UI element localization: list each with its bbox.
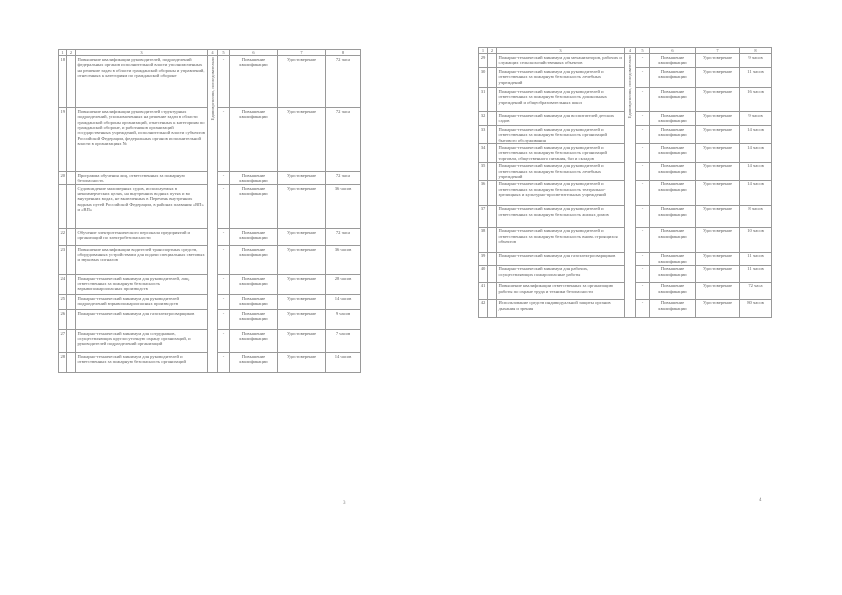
- row-col2: [488, 282, 497, 299]
- row-col2: [67, 172, 76, 185]
- header-cell: 8: [740, 48, 772, 54]
- hours: 28 часов: [326, 275, 361, 295]
- program-name: Пожарно-технический минимум для руководителей и ответственных за пожарную безопасность лечебных учреждений: [497, 162, 625, 180]
- hours: 14 часов: [740, 144, 772, 162]
- program-name: Пожарно-технический минимум для руководителей и ответственных за пожарную безопасность организаций торговли, общественного питания, баз и складов: [497, 144, 625, 162]
- row-number: 34: [479, 144, 488, 162]
- row-number: 30: [479, 68, 488, 88]
- row-number: 36: [479, 180, 488, 205]
- hours: 72 часа: [326, 56, 361, 108]
- row-col5: -: [636, 265, 650, 282]
- hours: 8 часов: [740, 205, 772, 227]
- row-number: [59, 185, 67, 229]
- hours: 11 часов: [740, 68, 772, 88]
- study-kind: Повышение квалификации: [650, 112, 696, 126]
- document-type: Удостоверение: [278, 172, 326, 185]
- program-name: Пожарно-технический минимум для газоэлектросварщиков: [497, 252, 625, 265]
- row-col5: -: [636, 112, 650, 126]
- study-kind: Повышение квалификации: [230, 353, 278, 373]
- form-of-study-cell: [208, 56, 218, 373]
- header-cell: 7: [696, 48, 740, 54]
- document-type: Удостоверение: [278, 330, 326, 353]
- study-kind: Повышение квалификации: [230, 108, 278, 172]
- program-name: Пожарно-технический минимум для сотрудников, осуществляющих круглосуточную охрану организаций, и руководителей подразделений организаций: [76, 330, 208, 353]
- left-table: [58, 49, 361, 373]
- document-type: Удостоверение: [696, 112, 740, 126]
- form-of-study-cell: [625, 54, 636, 318]
- row-col2: [67, 295, 76, 310]
- program-name: Пожарно-технический минимум для рабочих, осуществляющих пожароопасные работы: [497, 265, 625, 282]
- page-number: 3: [343, 501, 346, 506]
- page-number: 4: [759, 498, 762, 503]
- header-cell: 4: [625, 48, 636, 54]
- header-cell: 6: [230, 50, 278, 56]
- row-number: 23: [59, 246, 67, 275]
- document-type: Удостоверение: [278, 108, 326, 172]
- study-kind: Повышение квалификации: [650, 126, 696, 144]
- row-col5: -: [218, 185, 230, 229]
- program-name: Пожарно-технический минимум для руководителей и ответственных за пожарную безопасность организаций бытового обслуживания: [497, 126, 625, 144]
- study-kind: Повышение квалификации: [650, 180, 696, 205]
- row-number: 39: [479, 252, 488, 265]
- row-col2: [67, 185, 76, 229]
- row-col5: -: [218, 275, 230, 295]
- header-cell: 3: [76, 50, 208, 56]
- row-number: 28: [59, 353, 67, 373]
- header-cell: 3: [497, 48, 625, 54]
- hours: 9 часов: [740, 112, 772, 126]
- row-col2: [488, 88, 497, 112]
- study-kind: Повышение квалификации: [650, 299, 696, 317]
- study-kind: Повышение квалификации: [650, 88, 696, 112]
- hours: 10 часов: [740, 227, 772, 252]
- hours: 14 часов: [326, 353, 361, 373]
- program-name: Обучение электротехнического персонала предприятий и организаций по электробезопасности: [76, 229, 208, 246]
- header-cell: 2: [67, 50, 76, 56]
- hours: 7 часов: [326, 330, 361, 353]
- document-type: Удостоверение: [278, 275, 326, 295]
- hours: 11 часов: [740, 252, 772, 265]
- document-type: Удостоверение: [278, 246, 326, 275]
- study-kind: Повышение квалификации: [650, 265, 696, 282]
- row-col2: [67, 108, 76, 172]
- row-col5: -: [218, 353, 230, 373]
- row-number: 20: [59, 172, 67, 185]
- row-col2: [67, 330, 76, 353]
- hours: 9 часов: [740, 54, 772, 68]
- row-number: 31: [479, 88, 488, 112]
- row-col2: [67, 246, 76, 275]
- program-name: Использование средств индивидуальной защиты органов дыхания и зрения: [497, 299, 625, 317]
- row-number: 26: [59, 310, 67, 330]
- document-type: Удостоверение: [696, 299, 740, 317]
- row-col5: -: [636, 88, 650, 112]
- document-type: Удостоверение: [278, 353, 326, 373]
- program-name: Пожарно-технический минимум для руководителей и ответственных за пожарную безопасность лечебных учреждений: [497, 68, 625, 88]
- row-col5: -: [218, 229, 230, 246]
- row-number: 33: [479, 126, 488, 144]
- program-name: Пожарно-технический минимум для руководителей подразделений взрывопожароопасных производств: [76, 295, 208, 310]
- document-type: Удостоверение: [696, 282, 740, 299]
- hours: 9 часов: [326, 310, 361, 330]
- study-kind: Повышение квалификации: [230, 275, 278, 295]
- document-type: Удостоверение: [696, 126, 740, 144]
- row-col5: -: [218, 108, 230, 172]
- hours: 72 часа: [326, 172, 361, 185]
- hours: 14 часов: [740, 126, 772, 144]
- header-cell: 5: [218, 50, 230, 56]
- document-type: Удостоверение: [696, 144, 740, 162]
- study-kind: Повышение квалификации: [650, 282, 696, 299]
- row-col5: -: [636, 126, 650, 144]
- row-col2: [488, 205, 497, 227]
- header-cell: 5: [636, 48, 650, 54]
- row-number: 27: [59, 330, 67, 353]
- row-number: 25: [59, 295, 67, 310]
- header-cell: 1: [59, 50, 67, 56]
- study-kind: Повышение квалификации: [650, 162, 696, 180]
- hours: 11 часов: [740, 265, 772, 282]
- row-col5: -: [636, 54, 650, 68]
- program-name: Программа обучения лиц, ответственных за пожарную безопасность: [76, 172, 208, 185]
- row-col2: [488, 54, 497, 68]
- row-col2: [488, 68, 497, 88]
- header-cell: 2: [488, 48, 497, 54]
- program-name: Судовождение маломерных судов, используемых в некоммерческих целях, на внутренних водных путях и во внутренних водах, не включенных в Перечень внутренних водных путей Российской Федерации, в районах плавания «ВП» и «ВП»: [76, 185, 208, 229]
- study-kind: Повышение квалификации: [650, 54, 696, 68]
- row-col5: -: [636, 180, 650, 205]
- study-kind: Повышение квалификации: [230, 310, 278, 330]
- form-of-study-label: Единовременно, последовательно: [627, 54, 633, 119]
- hours: 16 часов: [740, 88, 772, 112]
- row-col2: [488, 126, 497, 144]
- study-kind: Повышение квалификации: [230, 172, 278, 185]
- program-name: Пожарно-технический минимум для руководителей и ответственных за пожарную безопасность жилых домов: [497, 205, 625, 227]
- row-col2: [488, 265, 497, 282]
- header-cell: 1: [479, 48, 488, 54]
- row-col2: [67, 275, 76, 295]
- study-kind: Повышение квалификации: [650, 227, 696, 252]
- hours: 72 часа: [740, 282, 772, 299]
- document-type: Удостоверение: [696, 205, 740, 227]
- header-cell: 4: [208, 50, 218, 56]
- row-col5: -: [218, 330, 230, 353]
- hours: 36 часов: [326, 246, 361, 275]
- row-number: 22: [59, 229, 67, 246]
- document-type: Удостоверение: [278, 229, 326, 246]
- program-name: Пожарно-технический минимум для механизаторов, рабочих и служащих сельскохозяйственных объектов: [497, 54, 625, 68]
- row-col5: -: [636, 227, 650, 252]
- study-kind: Повышение квалификации: [230, 229, 278, 246]
- table-row: [59, 56, 361, 108]
- program-name: Повышение квалификации руководителей, подразделений федеральных органов исполнительной власти уполномоченных на решение задач в области гражданской обороны и управлений, отнесенных к категориям по гражданской обороне: [76, 56, 208, 108]
- row-number: 24: [59, 275, 67, 295]
- row-col5: -: [636, 144, 650, 162]
- document-type: Удостоверение: [696, 227, 740, 252]
- row-number: 37: [479, 205, 488, 227]
- program-name: Повышение квалификации руководителей структурных подразделений, уполномоченных на решение задач в области гражданской обороны организаций, отнесенных к категориям по гражданской обороне, и работников организаций государственных учреждений, исполнительной власти субъектов Российской Федерации, федеральных органов исполнительной власти в организациях №: [76, 108, 208, 172]
- row-col5: -: [218, 295, 230, 310]
- row-number: 32: [479, 112, 488, 126]
- hours: 72 часа: [326, 229, 361, 246]
- document-type: Удостоверение: [278, 185, 326, 229]
- document-type: Удостоверение: [696, 265, 740, 282]
- row-col5: -: [636, 205, 650, 227]
- row-number: 42: [479, 299, 488, 317]
- document-type: Удостоверение: [278, 56, 326, 108]
- form-of-study-label: Единовременно, последовательно: [209, 56, 215, 121]
- row-col5: -: [218, 56, 230, 108]
- document-type: Удостоверение: [696, 162, 740, 180]
- row-number: 19: [59, 108, 67, 172]
- header-cell: 8: [326, 50, 361, 56]
- row-col2: [67, 353, 76, 373]
- hours: 14 часов: [740, 162, 772, 180]
- row-col2: [488, 299, 497, 317]
- program-name: Повышение квалификации ответственных за организацию работы по охране труда и техники безопасности: [497, 282, 625, 299]
- row-number: 29: [479, 54, 488, 68]
- row-number: 35: [479, 162, 488, 180]
- right-table: [478, 47, 772, 318]
- row-number: 38: [479, 227, 488, 252]
- row-col5: -: [636, 68, 650, 88]
- hours: 80 часов: [740, 299, 772, 317]
- hours: 72 часа: [326, 108, 361, 172]
- program-name: Пожарно-технический минимум для руководителей, лиц, ответственных за пожарную безопасность взрывопожароопасных производств: [76, 275, 208, 295]
- study-kind: Повышение квалификации: [230, 56, 278, 108]
- program-name: Пожарно-технический минимум для руководителей и ответственных за пожарную безопасность театрально-зрелищных и культурно-просветительных учреждений: [497, 180, 625, 205]
- document-type: Удостоверение: [278, 295, 326, 310]
- right-page: [421, 0, 842, 595]
- study-kind: Повышение квалификации: [650, 205, 696, 227]
- study-kind: Повышение квалификации: [230, 185, 278, 229]
- document-type: Удостоверение: [696, 180, 740, 205]
- document-type: Удостоверение: [696, 68, 740, 88]
- hours: 14 часов: [740, 180, 772, 205]
- document-type: Удостоверение: [696, 88, 740, 112]
- program-name: Пожарно-технический минимум для руководителей и ответственных за пожарную безопасность дошкольных учреждений и общеобразовательных школ: [497, 88, 625, 112]
- study-kind: Повышение квалификации: [650, 252, 696, 265]
- row-col2: [67, 310, 76, 330]
- hours: 14 часов: [326, 295, 361, 310]
- header-cell: 7: [278, 50, 326, 56]
- row-col5: -: [636, 162, 650, 180]
- row-col5: -: [636, 252, 650, 265]
- study-kind: Повышение квалификации: [230, 330, 278, 353]
- row-col2: [488, 227, 497, 252]
- row-col2: [67, 56, 76, 108]
- row-number: 18: [59, 56, 67, 108]
- row-col5: -: [218, 310, 230, 330]
- study-kind: Повышение квалификации: [230, 295, 278, 310]
- study-kind: Повышение квалификации: [650, 144, 696, 162]
- row-col2: [488, 162, 497, 180]
- document-type: Удостоверение: [696, 54, 740, 68]
- row-col5: -: [218, 246, 230, 275]
- row-col2: [488, 144, 497, 162]
- row-number: 41: [479, 282, 488, 299]
- row-col2: [488, 112, 497, 126]
- hours: 36 часов: [326, 185, 361, 229]
- row-col2: [67, 229, 76, 246]
- study-kind: Повышение квалификации: [230, 246, 278, 275]
- program-name: Пожарно-технический минимум для руководителей и ответственных за пожарную безопасность организаций: [76, 353, 208, 373]
- document-type: Удостоверение: [278, 310, 326, 330]
- row-col2: [488, 180, 497, 205]
- row-col5: -: [636, 282, 650, 299]
- study-kind: Повышение квалификации: [650, 68, 696, 88]
- table-row: [479, 54, 772, 68]
- row-col5: -: [636, 299, 650, 317]
- header-cell: 6: [650, 48, 696, 54]
- program-name: Пожарно-технический минимум для газоэлектросварщиков: [76, 310, 208, 330]
- row-col5: -: [218, 172, 230, 185]
- document-type: Удостоверение: [696, 252, 740, 265]
- program-name: Пожарно-технический минимум для воспитателей детских садов: [497, 112, 625, 126]
- row-number: 40: [479, 265, 488, 282]
- program-name: Повышение квалификации водителей транспортных средств, оборудованных устройствами для подачи специальных световых и звуковых сигналов: [76, 246, 208, 275]
- row-col2: [488, 252, 497, 265]
- program-name: Пожарно-технический минимум для руководителей и ответственных за пожарную безопасность вновь строящихся объектов: [497, 227, 625, 252]
